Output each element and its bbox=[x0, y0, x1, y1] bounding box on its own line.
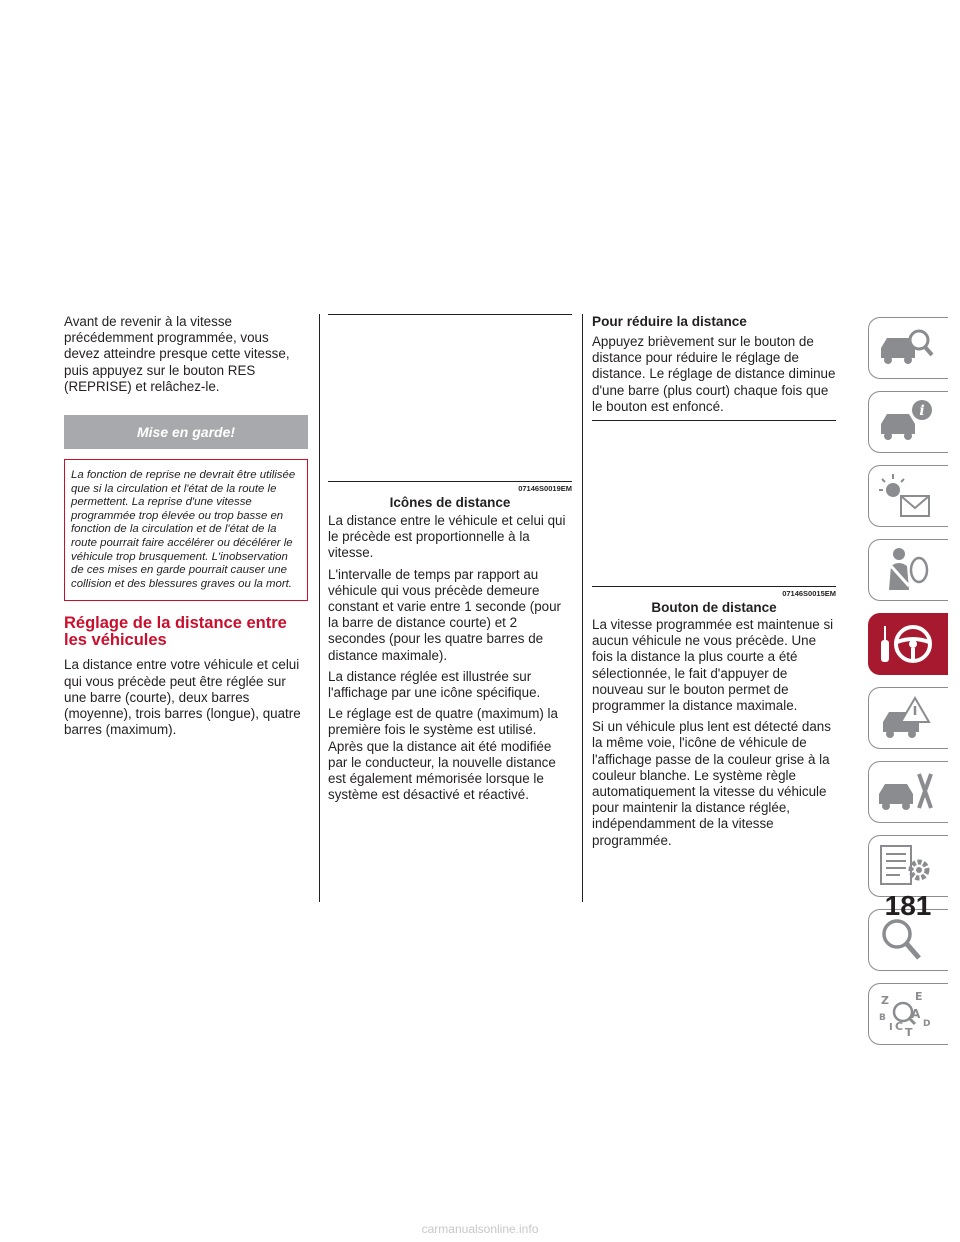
figure-caption: Bouton de distance bbox=[651, 600, 777, 616]
tab-car-info[interactable] bbox=[868, 391, 948, 453]
figure-bottom-rule bbox=[328, 481, 572, 482]
reduce-distance-paragraph: Appuyez brièvement sur le bouton de distance pour réduire le réglage de distance. Le réglage de distance diminue d'une barre (plus court) chaque fois que le bouton est enfoncé. bbox=[592, 334, 836, 414]
right-paragraph-2: Si un véhicule plus lent est détecté dans la même voie, l'icône de véhicule de l'affichage passe de la couleur grise à la couleur blanche. Le système règle automatiquement la vitesse du véhicule pour maintenir la distance réglée, indépendamment de la vitesse programmée. bbox=[592, 719, 831, 848]
middle-paragraph-3: La distance réglée est illustrée sur l'affichage par une icône spécifique. bbox=[328, 668, 541, 701]
svg-text:B: B bbox=[879, 1013, 886, 1023]
figure-bottom-rule bbox=[592, 586, 836, 587]
figure-code: 07146S0019EM bbox=[518, 484, 572, 493]
right-column bbox=[592, 314, 836, 854]
seatbelt-airbag-icon bbox=[875, 544, 935, 596]
page-number: 181 bbox=[884, 890, 932, 921]
list-gear-icon bbox=[875, 840, 935, 892]
svg-text:T: T bbox=[905, 1026, 913, 1039]
middle-paragraph-2: L'intervalle de temps par rapport au véhicule qui vous précède demeure constant et varie entre 1 seconde (pour la barre de distance courte) et 2 secondes (pour les quatre barres de distance maximale). bbox=[328, 566, 561, 663]
key-steering-wheel-icon bbox=[875, 618, 935, 670]
tab-car-tools[interactable] bbox=[868, 761, 948, 823]
svg-text:C: C bbox=[895, 1020, 904, 1033]
figure-distance-icons bbox=[328, 314, 572, 513]
svg-text:I: I bbox=[889, 1022, 893, 1033]
figure-distance-button bbox=[592, 420, 836, 617]
car-warning-icon bbox=[875, 692, 935, 744]
tab-car-warning[interactable] bbox=[868, 687, 948, 749]
svg-text:A: A bbox=[911, 1007, 921, 1021]
tab-alphabet-index[interactable] bbox=[868, 983, 948, 1045]
lights-message-icon bbox=[875, 470, 935, 522]
svg-text:i: i bbox=[919, 403, 925, 419]
tab-seatbelt-airbag[interactable] bbox=[868, 539, 948, 601]
middle-column bbox=[328, 314, 572, 808]
middle-paragraph-4: Le réglage est de quatre (maximum) la première fois le système est utilisé. Après que la distance ait été modifiée par le conducteur, la nouvelle distance est également mémorisée lorsque le système est désactivé et réactivé. bbox=[328, 706, 558, 803]
tab-car-search[interactable] bbox=[868, 317, 948, 379]
figure-caption: Icônes de distance bbox=[389, 495, 511, 510]
warning-header: Mise en garde! bbox=[64, 415, 308, 449]
chapter-tabs bbox=[868, 317, 948, 1057]
figure-code: 07146S0015EM bbox=[782, 589, 836, 599]
footer-watermark: carmanualsonline.info bbox=[421, 1222, 539, 1236]
left-column bbox=[64, 314, 308, 743]
column-divider-2 bbox=[582, 314, 583, 902]
tab-key-steering-wheel[interactable] bbox=[868, 613, 948, 675]
car-info-icon bbox=[875, 396, 935, 448]
svg-text:Z: Z bbox=[881, 994, 889, 1007]
car-tools-icon bbox=[875, 766, 935, 818]
warning-box: La fonction de reprise ne devrait être utilisée que si la circulation et l'état de la route le permettent. La reprise d'une vitesse programmée trop élevée ou trop basse en fonction de la circulation et de l'état de la route pourrait faire accélérer ou décélérer le véhicule trop brusquement. L'inobservation de ces mises en garde pourrait causer une collision et des blessures graves ou la mort. bbox=[64, 459, 308, 601]
section-title: Réglage de la distance entre les véhicules bbox=[64, 614, 287, 650]
tab-list-gear[interactable] bbox=[868, 835, 948, 897]
section-paragraph: La distance entre votre véhicule et celui qui vous précède peut être réglée sur une barre (courte), deux barres (moyenne), trois barres (longue), quatre barres (maximum). bbox=[64, 657, 301, 738]
middle-paragraph-1: La distance entre le véhicule et celui qui le précède est proportionnelle à la vitesse. bbox=[328, 513, 566, 561]
svg-text:E: E bbox=[915, 990, 923, 1003]
right-paragraph-1: La vitesse programmée est maintenue si aucun véhicule ne vous précède. Une fois la distance la plus courte a été sélectionnée, le fait d'appuyer de nouveau sur le bouton permet de programmer la distance maximale. bbox=[592, 617, 834, 714]
reduce-distance-heading: Pour réduire la distance bbox=[592, 314, 747, 329]
tab-lights-message[interactable] bbox=[868, 465, 948, 527]
svg-text:D: D bbox=[923, 1019, 931, 1029]
alphabet-index-icon bbox=[875, 988, 935, 1040]
column-divider-1 bbox=[319, 314, 320, 902]
resume-intro-paragraph: Avant de revenir à la vitesse précédemment programmée, vous devez atteindre presque cette vitesse, puis appuyez sur le bouton RES (REPRISE) et relâchez-le. bbox=[64, 314, 290, 394]
car-search-icon bbox=[875, 322, 935, 374]
